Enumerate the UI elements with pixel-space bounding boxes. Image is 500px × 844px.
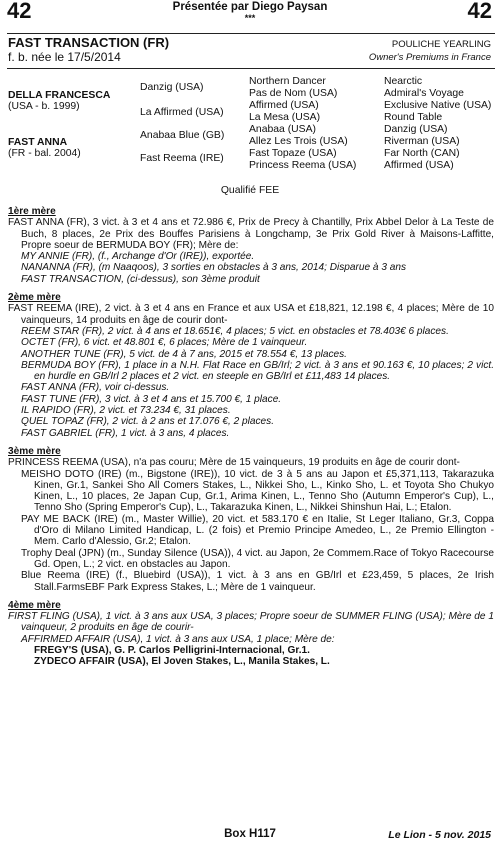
gen1-title: 1ère mère [8, 206, 56, 217]
gen2-line-10: FAST GABRIEL (FR), 1 vict. à 3 ans, 4 places. [21, 427, 230, 439]
gen3-line-3: PAY ME BACK (IRE) (m., Master Willie), 20 vict. et 583.170 € en Italie, St Leger Italiano, Gr.3, Coppa d'Oro di Milano Limited Handicap, L. (2 fois) et Premio Principe Amedeo, L., 2e Premio Ellington - Mem. Carlo d'Alessio, Gr.2; Etalon. [21, 513, 494, 548]
owner-premiums: Owner's Premiums in France [368, 52, 491, 63]
pedigree-ggs-8: Princess Reema (USA) [249, 160, 357, 171]
pedigree-dam-info: (FR - bal. 2004) [8, 148, 81, 159]
qualification: Qualifié FEE [220, 185, 280, 196]
footer-box: Box H117 [224, 828, 276, 840]
pedigree-gs-2: La Affirmed (USA) [140, 107, 224, 118]
pedigree-ggs-6: Allez Les Trois (USA) [249, 136, 348, 147]
pedigree-gggs-2: Admiral's Voyage [384, 88, 464, 99]
gen2-title: 2ème mère [8, 292, 61, 304]
gen4-line-4: ZYDECO AFFAIR (USA), El Joven Stakes, L., Manila Stakes, L. [34, 656, 330, 668]
gen2-line-4: ANOTHER TUNE (FR), 5 vict. de 4 à 7 ans, 2015 et 78.554 €, 13 places. [21, 348, 347, 360]
pedigree-ggs-3: Affirmed (USA) [249, 100, 319, 111]
pedigree-gggs-3: Exclusive Native (USA) [384, 100, 492, 111]
gen1-line-1: FAST ANNA (FR), 3 vict. à 3 et 4 ans et 72.986 €, Prix de Precy à Chantilly, Prix Abbel Delor à La Teste de Buch, 8 places, 2e Prix des Bouffes Parisiens à Longchamp, 3e Prix Gold River à Maisons-Laffitte, Propre soeur de BERMUDA BOY (FR); Mère de: [8, 217, 494, 251]
pedigree-gs-1: Danzig (USA) [140, 82, 204, 93]
horse-description: f. b. née le 17/5/2014 [8, 50, 121, 64]
pedigree-gggs-6: Riverman (USA) [384, 136, 460, 147]
gen2-line-6: FAST ANNA (FR), voir ci-dessus. [21, 382, 170, 394]
gen1-line-3: NANANNA (FR), (m Naaqoos), 3 sorties en obstacles à 3 ans, 2014; Disparue à 3 ans [21, 262, 407, 274]
pedigree-gs-3: Anabaa Blue (GB) [140, 130, 225, 141]
pedigree-gggs-7: Far North (CAN) [384, 148, 460, 159]
gen3-line-1: PRINCESS REEMA (USA), n'a pas couru; Mère de 15 vainqueurs, 19 produits en âge de courir dont- [8, 457, 460, 469]
gen3-line-5: Blue Reema (IRE) (f., Bluebird (USA)), 1 vict. à 3 ans en GB/Irl et £23,459, 5 places, 2e Irish Stall.FarmsEBF Park Express Stakes, L.; Mère de 1 vainqueur. [21, 570, 494, 593]
pedigree-sire-info: (USA - b. 1999) [8, 101, 80, 112]
footer-date: Le Lion - 5 nov. 2015 [388, 829, 491, 841]
pedigree-gggs-5: Danzig (USA) [384, 124, 448, 135]
pedigree-ggs-7: Fast Topaze (USA) [249, 148, 337, 159]
gen2-line-8: IL RAPIDO (FR), 2 vict. et 73.234 €, 31 places. [21, 405, 231, 417]
gen3-line-2: MEISHO DOTO (IRE) (m., Bigstone (IRE)), 10 vict. de 3 à 5 ans au Japon et £5,371,113, Takarazuka Kinen, Gr.1, Sankei Sho All Comers Stakes, L., Nikkei Sho, L., Kinko Sho, L. et Toyota Sho Chukyo Kinen, L., 10 places, 2e Japan Cup, Gr.1, Arima Kinen, L., Tenno Sho (Autumn Emperor's Cup), L., Tenno Sho (Spring Emperor's Cup), L., Takarazuka Kinen, L., Nikkei Shinshun Hai, L.; Etalon. [21, 468, 494, 514]
gen2-line-3: OCTET (FR), 6 vict. et 48.801 €, 6 places; Mère de 1 vainqueur. [21, 337, 308, 349]
gen2-line-9: QUEL TOPAZ (FR), 2 vict. à 2 ans et 17.076 €, 2 places. [21, 416, 275, 428]
gen4-line-3: FREGY'S (USA), G. P. Carlos Pelligrini-Internacional, Gr.1. [34, 644, 310, 656]
gen2-line-5: BERMUDA BOY (FR), 1 place in a N.H. Flat Race en GB/Irl; 2 vict. à 3 ans et 90.163 €, 10 places; 2 vict. en hurdle en GB/Irl 2 places et 2 vict. en steeple en GB/Irl et £11,483 14 places. [21, 359, 494, 383]
lot-number-left: 42 [7, 0, 32, 23]
pedigree-gggs-4: Round Table [384, 112, 443, 123]
pedigree-sire: DELLA FRANCESCA [8, 90, 111, 101]
pedigree-top-rule [7, 68, 495, 69]
pedigree-gggs-8: Affirmed (USA) [384, 160, 454, 171]
lot-number-right: 42 [467, 0, 492, 23]
gen2-line-1: FAST REEMA (IRE), 2 vict. à 3 et 4 ans en France et aux USA et £18,821, 12.198 €, 4 places; Mère de 10 vainqueurs, 14 produits en âge de courir dont- [8, 303, 494, 326]
gen2-line-7: FAST TUNE (FR), 3 vict. à 3 et 4 ans et 15.700 €, 1 place. [21, 393, 282, 405]
pedigree-gs-4: Fast Reema (IRE) [140, 153, 224, 164]
pedigree-ggs-4: La Mesa (USA) [249, 112, 321, 123]
header-rule [7, 33, 495, 34]
stars: *** [244, 13, 256, 23]
sale-category: POULICHE YEARLING [391, 39, 491, 50]
pedigree-dam: FAST ANNA [8, 137, 68, 148]
gen4-line-1: FIRST FLING (USA), 1 vict. à 3 ans aux USA, 3 places; Propre soeur de SUMMER FLING (USA); Mère de 1 vainqueur, 2 produits en âge de courir- [8, 611, 494, 634]
pedigree-ggs-1: Northern Dancer [249, 76, 326, 87]
gen3-line-4: Trophy Deal (JPN) (m., Sunday Silence (USA)), 4 vict. au Japon, 2e Commem.Race of Tokyo Racecourse Gd. Open, L.; 2 vict. en obstacles au Japon. [21, 547, 494, 570]
gen2-line-2: REEM STAR (FR), 2 vict. à 4 ans et 18.651€, 4 places; 5 vict. en obstacles et 78.403€ 6 places. [21, 325, 449, 337]
gen1-line-2: MY ANNIE (FR), (f., Archange d'Or (IRE)), exportée. [21, 251, 255, 263]
gen3-title: 3ème mère [8, 445, 61, 457]
presenter-line: Présentée par Diego Paysan [172, 1, 328, 13]
gen4-title: 4ème mère [8, 599, 61, 611]
horse-name: FAST TRANSACTION (FR) [8, 35, 170, 50]
gen4-line-2: AFFIRMED AFFAIR (USA), 1 vict. à 3 ans aux USA, 1 place; Mère de: [21, 633, 335, 645]
pedigree-ggs-5: Anabaa (USA) [249, 124, 316, 135]
pedigree-ggs-2: Pas de Nom (USA) [249, 88, 338, 99]
pedigree-gggs-1: Nearctic [384, 76, 423, 87]
gen1-line-4: FAST TRANSACTION, (ci-dessus), son 3ème produit [21, 273, 260, 285]
dam-line-text [8, 206, 494, 668]
